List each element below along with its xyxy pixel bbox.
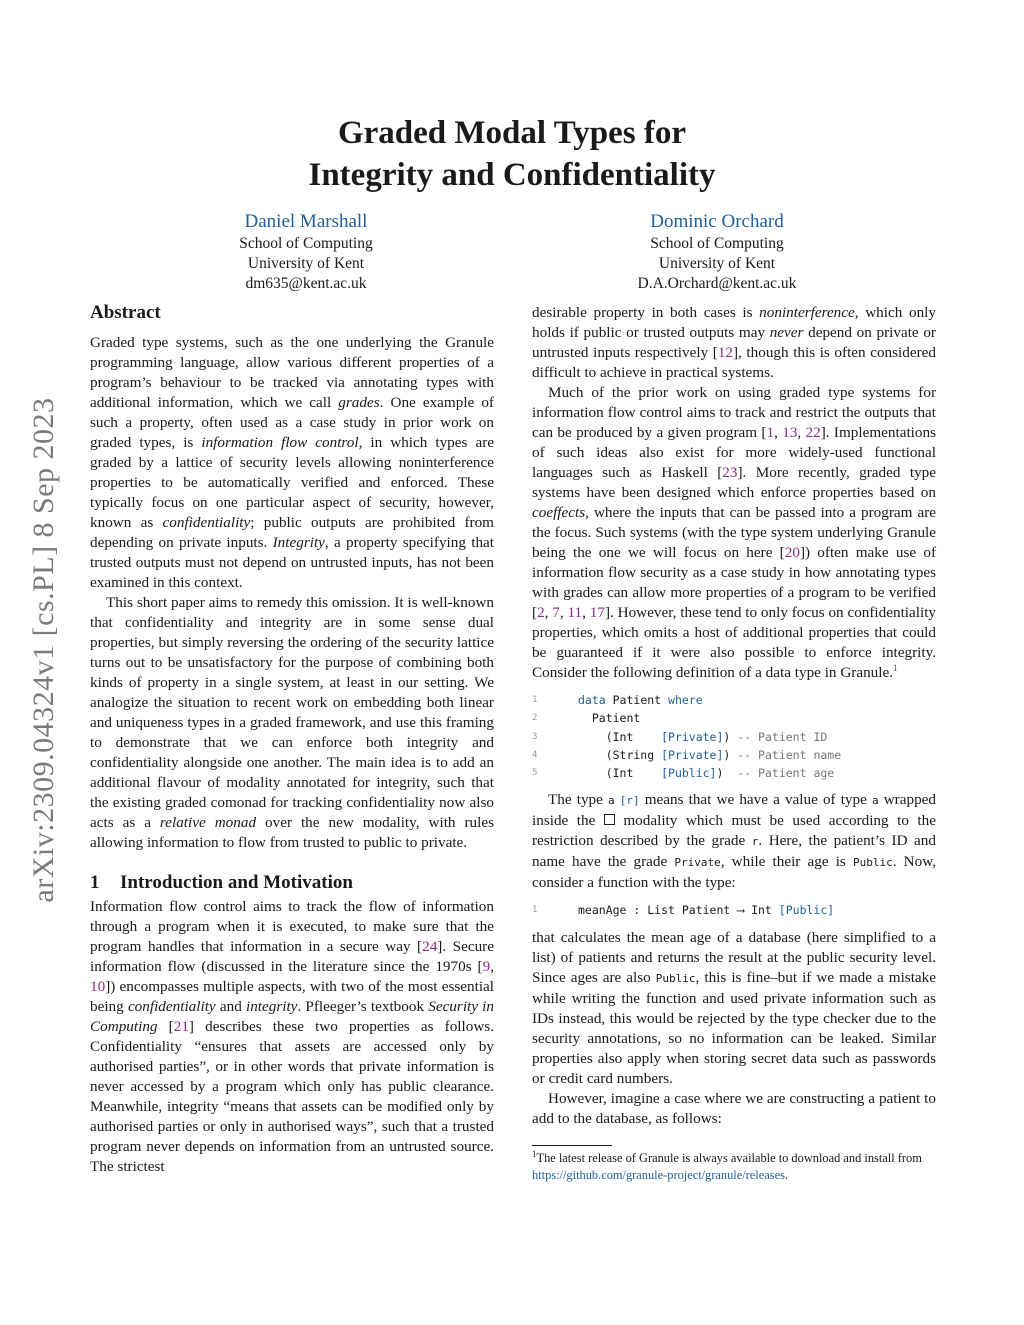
intro-paragraph-6: However, imagine a case where we are constructing a patient to add to the database, as follows: [532, 1089, 936, 1127]
citation-link[interactable]: 13 [782, 424, 798, 441]
intro-paragraph-1: Information flow control aims to track the flow of information through a program when it is executed, to make sure that the program handles that information in a secure way [24]. Secure information flow (discussed in the literature since the 1970s [9, 10]) encompasses multiple aspects, with two of the most essential being confidentiality and integrity. Pfleeger’s textbook Security in Computing [21] describes these two properties as follows. Confidentiality “ensures that assets are accessed only by authorised parties”, or in other words that private information is never accessed by a program which only has public clearance. Meanwhile, integrity “means that assets can be modified only by authorised parties or only in authorised ways”, such that a trusted program never depends on information from an untrusted source. The strictest [90, 898, 495, 1175]
section-number: 1 [90, 872, 100, 893]
footnote-marker[interactable]: 1 [893, 662, 898, 673]
footnote: $^1$The latest release of Granule is always available to download and install from https://github.com/granule-project/granule/releases. [532, 1148, 922, 1182]
citation-link[interactable]: 10 [90, 978, 106, 995]
code-line: 3 (Int [Private] ) -- Patient ID [532, 729, 828, 744]
citation-link[interactable]: 22 [805, 424, 821, 441]
title-line-2: Integrity and Confidentiality [308, 157, 716, 193]
right-column [532, 303, 936, 1184]
title-line-1: Graded Modal Types for [337, 115, 687, 151]
citation-link[interactable]: 23 [722, 464, 738, 481]
author-univ: University of Kent [247, 255, 365, 272]
code-line: 4 (String [Private] ) -- Patient name [532, 747, 842, 762]
citation-link[interactable]: 12 [717, 344, 733, 361]
author-dept: School of Computing [239, 235, 373, 252]
code-line: 2 Patient [532, 711, 641, 726]
author-name[interactable]: Dominic Orchard [650, 211, 784, 232]
citation-link[interactable]: 20 [784, 544, 800, 561]
intro-paragraph-2: desirable property in both cases is noninterference, which only holds if public or trusted outputs may never depend on private or untrusted inputs respectively [12], though this is often considered difficult to achieve in practical systems. [532, 304, 936, 381]
author-email: D.A.Orchard@kent.ac.uk [637, 275, 797, 292]
citation-link[interactable]: 24 [422, 938, 438, 955]
citation-link[interactable]: 2 [537, 604, 545, 621]
code-block-patient [532, 691, 936, 782]
citation-link[interactable]: 11 [567, 604, 583, 621]
footnote-divider [532, 1145, 612, 1146]
section-heading [90, 873, 494, 893]
code-block-meanage [532, 901, 936, 919]
intro-paragraph-3: Much of the prior work on using graded type systems for information flow control aims to track and restrict the outputs that can be produced by a given program [1, 13, 22]. Implementations of such ideas also exist for more widely-used functional languages such as Haskell [23]. More recently, graded type systems have been designed which enforce properties based on coeffects, where the inputs that can be passed into a program are the focus. Such systems (with the type system underlying Granule being the one we will focus on here [20]) often make use of information flow security as a case study in how annotating types with grades can allow more properties of a program to be verified [2, 7, 11, 17]. However, these tend to only focus on confidentiality properties, which omits a host of additional properties that could be guaranteed if it were also possible to enforce integrity. Consider the following definition of a data type in Granule.$^1$ [532, 384, 937, 681]
author-univ: University of Kent [658, 255, 776, 272]
abstract-paragraph-2: This short paper aims to remedy this omission. It is well-known that confidentiality and integrity are in some sense dual properties, but simply reversing the ordering of the security lattice turns out to be unsatisfactory for the purpose of combining both kinds of property in a single system, at least in our setting. We analogize the situation to recent work on embedding both linear and uniqueness types in a graded framework, and use this framing to demonstrate that we can enforce both integrity and confidentiality alongside one another. The main idea is to add an additional flavour of modality annotated for integrity, such that the existing graded comonad for tracking confidentiality now also acts as a relative monad over the new modality, with rules allowing information to flow from trusted to public to private. [90, 594, 495, 851]
code-line: 1 meanAge : List Patient ⟶ Int [Public] [532, 903, 835, 918]
citation-link[interactable]: 9 [482, 958, 491, 975]
granule-releases-link[interactable]: https://github.com/granule-project/granule/releases [532, 1167, 785, 1182]
author-dept: School of Computing [650, 235, 784, 252]
author-name[interactable]: Daniel Marshall [244, 211, 368, 232]
author-block-1 [156, 210, 456, 294]
citation-link[interactable]: 17 [589, 604, 605, 621]
arxiv-sidebar [14, 370, 74, 930]
intro-paragraph-5: that calculates the mean age of a database (here simplified to a list) of patients and returns the result at the public security level. Since ages are also Public, this is fine–but if we made a mistake while writing the function and used private information such as IDs instead, this would be rejected by the type checker due to the security annotations, so no information can be leaked. Similar properties also apply when storing secret data such as passwords or credit card numbers. [532, 928, 936, 1087]
intro-paragraph-4: The type a [r] means that we have a value of type a wrapped inside the modality which must be used according to the restriction described by the grade r. Here, the patient’s ID and name have the grade Private, while their age is Public. Now, consider a function with the type: [532, 791, 937, 892]
section-title: Introduction and Motivation [120, 872, 353, 893]
author-block-2 [567, 210, 867, 294]
citation-link[interactable]: 21 [173, 1018, 189, 1035]
citation-link[interactable]: 7 [552, 604, 560, 621]
code-line: 5 (Int [Public] ) -- Patient age [532, 766, 835, 781]
paper-title [0, 112, 1024, 196]
abstract-heading: Abstract [90, 302, 161, 323]
author-email: dm635@kent.ac.uk [245, 275, 367, 292]
left-column [90, 303, 494, 1177]
citation-link[interactable]: 1 [766, 424, 775, 441]
arxiv-identifier: arXiv:2309.04324v1 [cs.PL] 8 Sep 2023 [27, 397, 60, 903]
abstract-paragraph-1: Graded type systems, such as the one underlying the Granule programming language, allow various different properties of a program’s behaviour to be tracked via annotating types with additional information, which we call grades. One example of such a property, often used as a case study in prior work on graded types, is information flow control, in which types are graded by a lattice of security levels allowing noninterference properties to be automatically verified and enforced. These typically focus on one particular aspect of security, however, known as confidentiality; public outputs are prohibited from depending on private inputs. Integrity, a property specifying that trusted outputs must not depend on untrusted inputs, has not been examined in this context. [90, 334, 494, 591]
box-modality-icon [604, 814, 615, 825]
code-line: 1 data Patient where [532, 693, 703, 707]
